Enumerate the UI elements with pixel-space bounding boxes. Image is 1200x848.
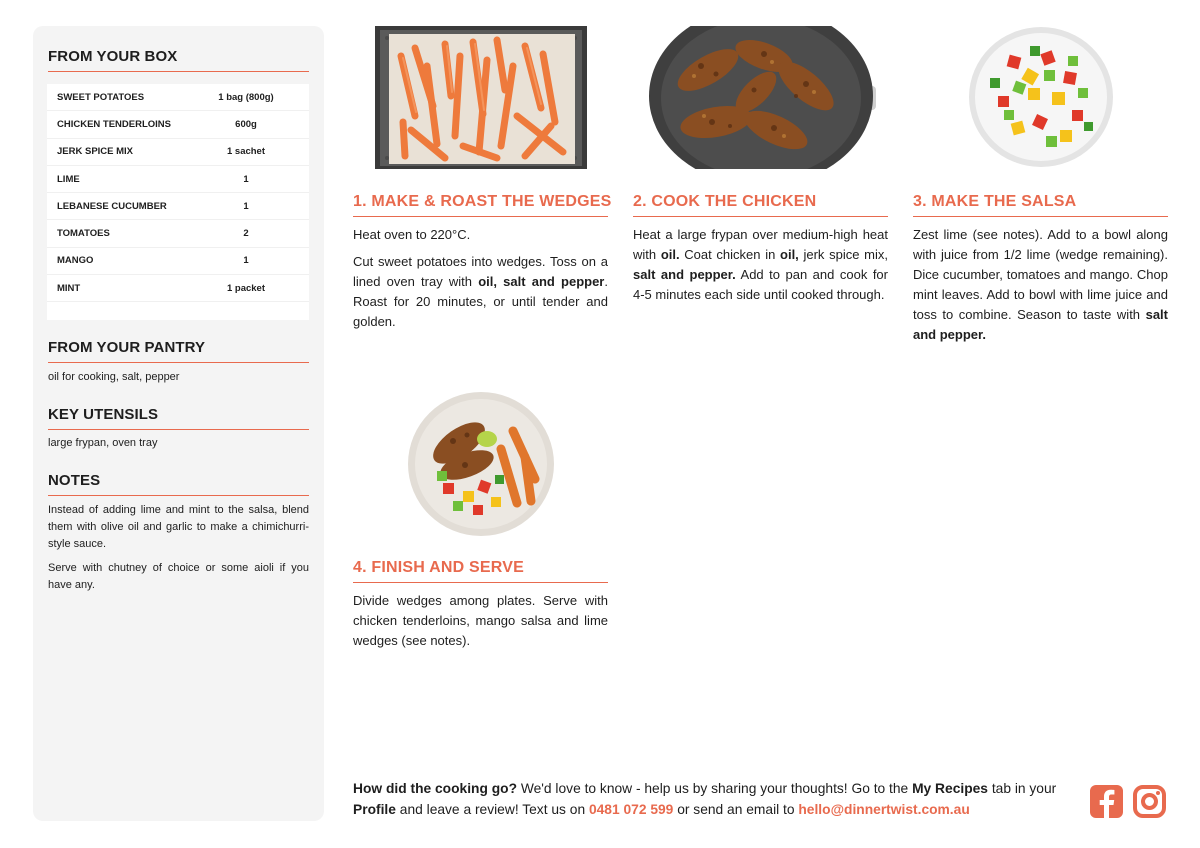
note-1: Instead of adding lime and mint to the salsa, blend them with olive oil and garlic to make a chimichurri-style sauce. xyxy=(48,504,309,550)
box-ingredients-table xyxy=(47,84,309,320)
cooked-chicken-pan-image xyxy=(646,26,876,169)
email-link[interactable]: hello@dinnertwist.com.au xyxy=(798,802,970,817)
step-2-text-c: Coat chicken in xyxy=(679,247,781,262)
notes-heading: NOTES xyxy=(48,472,309,496)
my-recipes-link[interactable]: My Recipes xyxy=(912,781,988,796)
ingredients-sidebar xyxy=(33,26,324,821)
step-3 xyxy=(913,26,1168,345)
step-1-text-c: . Roast for 20 minutes, or until tender and golden. xyxy=(353,274,608,329)
step-1-bold-1: oil, salt and pepper xyxy=(478,274,605,289)
step-1-text-a: Cut sweet potatoes into wedges. Toss on a lined oven tray with xyxy=(353,254,608,289)
footer-text-1: We'd love to know - help us by sharing your thoughts! Go to the xyxy=(517,781,913,796)
step-3-bold-1: salt and pepper. xyxy=(913,307,1168,342)
box-ingredient-row xyxy=(47,248,309,275)
footer-text-3: and leave a review! Text us on xyxy=(395,802,589,817)
box-ingredient-row xyxy=(47,139,309,166)
step-4-body xyxy=(353,591,608,651)
box-ingredient-row xyxy=(47,111,309,138)
step-4 xyxy=(353,391,608,651)
utensils-heading: KEY UTENSILS xyxy=(48,406,309,430)
utensils-text: large frypan, oven tray xyxy=(48,437,158,449)
note-2: Serve with chutney of choice or some aioli if you have any. xyxy=(48,562,309,591)
ingredient-quantity: 600g xyxy=(235,118,257,130)
step-3-body xyxy=(913,225,1168,345)
step-3-para-1 xyxy=(913,225,1168,345)
pantry-text: oil for cooking, salt, pepper xyxy=(48,371,180,383)
step-2-bold-2: oil, xyxy=(780,247,799,262)
step-2-body xyxy=(633,225,888,305)
step-2-text-e: Add to pan and cook for 4-5 minutes each side until cooked through. xyxy=(633,267,888,302)
box-ingredient-row xyxy=(47,220,309,247)
ingredient-quantity: 1 sachet xyxy=(226,146,266,158)
ingredient-name: MINT xyxy=(57,282,81,294)
step-2-para-1 xyxy=(633,225,888,305)
step-2-title: 2. COOK THE CHICKEN xyxy=(633,193,888,217)
ingredient-quantity: 1 xyxy=(243,173,249,185)
step-1-body xyxy=(353,225,608,332)
ingredient-name: MANGO xyxy=(57,255,94,267)
step-4-title: 4. FINISH AND SERVE xyxy=(353,559,608,583)
step-1-para-1: Heat oven to 220°C. xyxy=(353,227,471,242)
step-3-title: 3. MAKE THE SALSA xyxy=(913,193,1168,217)
phone-link[interactable]: 0481 072 599 xyxy=(588,802,674,817)
notes-text xyxy=(48,502,309,601)
step-2-text-a: Heat a large frypan over medium-high heat with xyxy=(633,227,888,262)
plated-dish-image xyxy=(407,391,555,537)
ingredient-name: SWEET POTATOES xyxy=(57,91,145,103)
footer-question: How did the cooking go? xyxy=(353,781,518,796)
ingredient-name: LEBANESE CUCUMBER xyxy=(57,200,167,212)
ingredient-quantity: 2 xyxy=(243,228,249,240)
step-1-title: 1. MAKE & ROAST THE WEDGES xyxy=(353,193,608,217)
ingredient-name: JERK SPICE MIX xyxy=(57,146,134,158)
footer-text-4: or send an email to xyxy=(673,802,799,817)
facebook-icon[interactable] xyxy=(1090,785,1123,818)
ingredient-name: TOMATOES xyxy=(57,228,110,240)
ingredient-quantity: 1 packet xyxy=(226,282,266,294)
ingredient-quantity: 1 xyxy=(243,255,249,267)
step-3-text-a: Zest lime (see notes). Add to a bowl along with juice from 1/2 lime (wedge remaining). Dice cucumber, tomatoes and mango. Chop mint leaves. Add to bowl with lime juice and toss to combine. Season to taste with xyxy=(913,227,1168,322)
instagram-icon[interactable] xyxy=(1133,785,1166,818)
box-ingredient-row xyxy=(47,166,309,193)
box-heading: FROM YOUR BOX xyxy=(48,48,309,72)
step-1-para-2 xyxy=(353,252,608,332)
footer-text-2: tab in your xyxy=(987,781,1057,796)
step-2-bold-3: salt and pepper. xyxy=(633,267,736,282)
ingredient-quantity: 1 bag (800g) xyxy=(218,91,274,103)
step-2-text-d: jerk spice mix, xyxy=(798,247,888,262)
mango-salsa-bowl-image xyxy=(968,26,1114,169)
feedback-footer xyxy=(353,778,1073,820)
roasted-wedges-tray-image xyxy=(375,26,587,169)
step-2 xyxy=(633,26,888,305)
pantry-heading: FROM YOUR PANTRY xyxy=(48,339,309,363)
ingredient-name: CHICKEN TENDERLOINS xyxy=(57,118,172,130)
step-1 xyxy=(353,26,612,332)
box-ingredient-row xyxy=(47,275,309,302)
box-ingredient-row xyxy=(47,84,309,111)
ingredient-name: LIME xyxy=(57,173,80,185)
step-2-bold-1: oil. xyxy=(660,247,680,262)
box-ingredient-row xyxy=(47,193,309,220)
step-4-para-1: Divide wedges among plates. Serve with chicken tenderloins, mango salsa and lime wedges (see notes). xyxy=(353,593,608,648)
ingredient-quantity: 1 xyxy=(243,200,249,212)
profile-link[interactable]: Profile xyxy=(353,802,396,817)
